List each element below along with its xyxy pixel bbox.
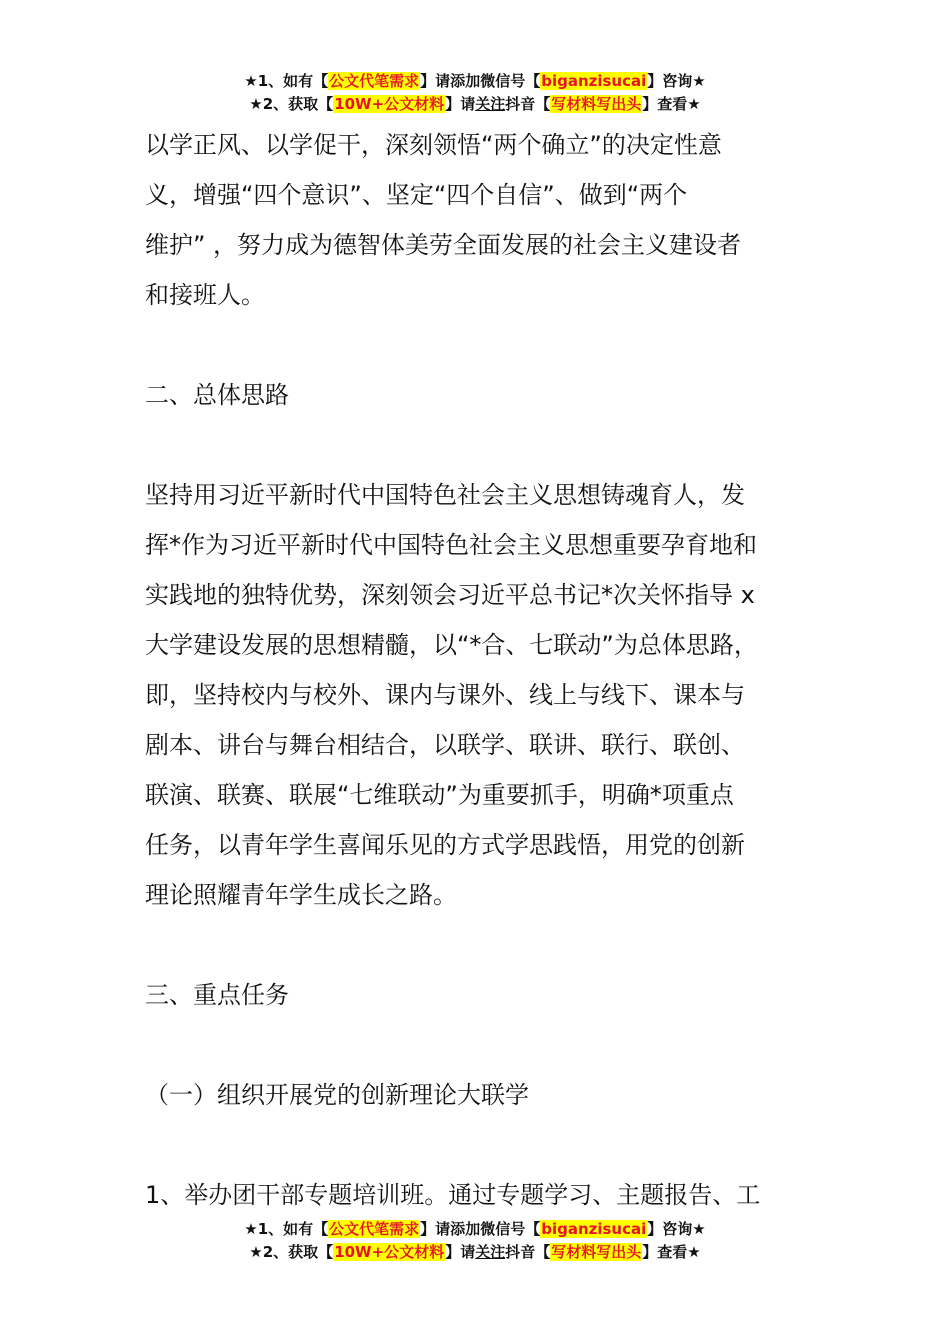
para2-line: 任务，以青年学生喜闻乐见的方式学思践悟，用党的创新: [145, 831, 745, 859]
para1-line: 维护” ，努力成为德智体美劳全面发展的社会主义建设者: [145, 231, 742, 259]
promo-underline-word: 关注: [475, 1243, 506, 1261]
promo-line-2-mid2: 抖音【: [505, 1243, 551, 1261]
promo-line-2-prefix: ★2、获取【: [249, 95, 334, 113]
para2-line: 联演、联赛、联展“七维联动”为重要抓手，明确*项重点: [145, 781, 734, 809]
section-heading-3: 三、重点任务: [145, 981, 289, 1009]
promo-line-1-prefix: ★1、如有【: [244, 1220, 329, 1238]
para2-line: 坚持用习近平新时代中国特色社会主义思想铸魂育人，发: [145, 481, 745, 509]
promo-highlight-materials: 10W+公文材料: [334, 95, 445, 113]
promo-line-2-mid: 】请: [445, 95, 476, 113]
promo-line-1: [0, 1218, 950, 1241]
promo-line-1-mid: 】请添: [420, 72, 466, 90]
promo-line-2-mid2: 抖音【: [505, 95, 551, 113]
top-promo-banner: [0, 70, 950, 116]
promo-line-2-suffix: 】查看★: [642, 1243, 701, 1261]
para2-line: 理论照耀青年学生成长之路。: [145, 881, 457, 909]
promo-highlight-materials: 10W+公文材料: [334, 1243, 445, 1261]
promo-line-1-mid2: 微信号【: [480, 72, 541, 90]
para1-line: 和接班人。: [145, 281, 265, 309]
promo-highlight-wechat: biganzisucai: [541, 1220, 647, 1238]
para2-line: 即，坚持校内与校外、课内与课外、线上与线下、课本与: [145, 681, 745, 709]
promo-line-1: [0, 70, 950, 93]
para1-line: 以学正风、以学促干，深刻领悟“两个确立”的决定性意: [145, 131, 722, 159]
promo-line-1-mid: 】请添: [420, 1220, 466, 1238]
promo-highlight-service: 公文代笔需求: [329, 72, 420, 90]
para2-line: 挥*作为习近平新时代中国特色社会主义思想重要孕育地和: [145, 531, 757, 559]
section-heading-2: 二、总体思路: [145, 381, 289, 409]
promo-line-2: [0, 93, 950, 116]
sub-heading-1: （一）组织开展党的创新理论大联学: [145, 1081, 529, 1109]
promo-highlight-wechat: biganzisucai: [541, 72, 647, 90]
bottom-promo-banner: [0, 1218, 950, 1264]
promo-bold-word: 加: [465, 1220, 481, 1238]
promo-line-2-suffix: 】查看★: [642, 95, 701, 113]
para1-line: 义，增强“四个意识”、坚定“四个自信”、做到“两个: [145, 181, 688, 209]
promo-bold-word: 加: [465, 72, 481, 90]
promo-line-1-prefix: ★1、如有【: [244, 72, 329, 90]
promo-line-2-prefix: ★2、获取【: [249, 1243, 334, 1261]
para2-line: 大学建设发展的思想精髓，以“*合、七联动”为总体思路，: [145, 631, 758, 659]
promo-highlight-service: 公文代笔需求: [329, 1220, 420, 1238]
promo-highlight-douyin: 写材料写出头: [551, 95, 642, 113]
promo-underline-word: 关注: [475, 95, 506, 113]
promo-line-1-suffix: 】咨询★: [647, 72, 706, 90]
promo-line-2-mid: 】请: [445, 1243, 476, 1261]
promo-highlight-douyin: 写材料写出头: [551, 1243, 642, 1261]
item1-line: 1、举办团干部专题培训班。通过专题学习、主题报告、工: [145, 1181, 761, 1209]
promo-line-2: [0, 1241, 950, 1264]
para2-line: 剧本、讲台与舞台相结合，以联学、联讲、联行、联创、: [145, 731, 745, 759]
promo-line-1-suffix: 】咨询★: [647, 1220, 706, 1238]
para2-line: 实践地的独特优势，深刻领会习近平总书记*次关怀指导 x: [145, 581, 755, 609]
promo-line-1-mid2: 微信号【: [480, 1220, 541, 1238]
document-body: [145, 120, 835, 1220]
